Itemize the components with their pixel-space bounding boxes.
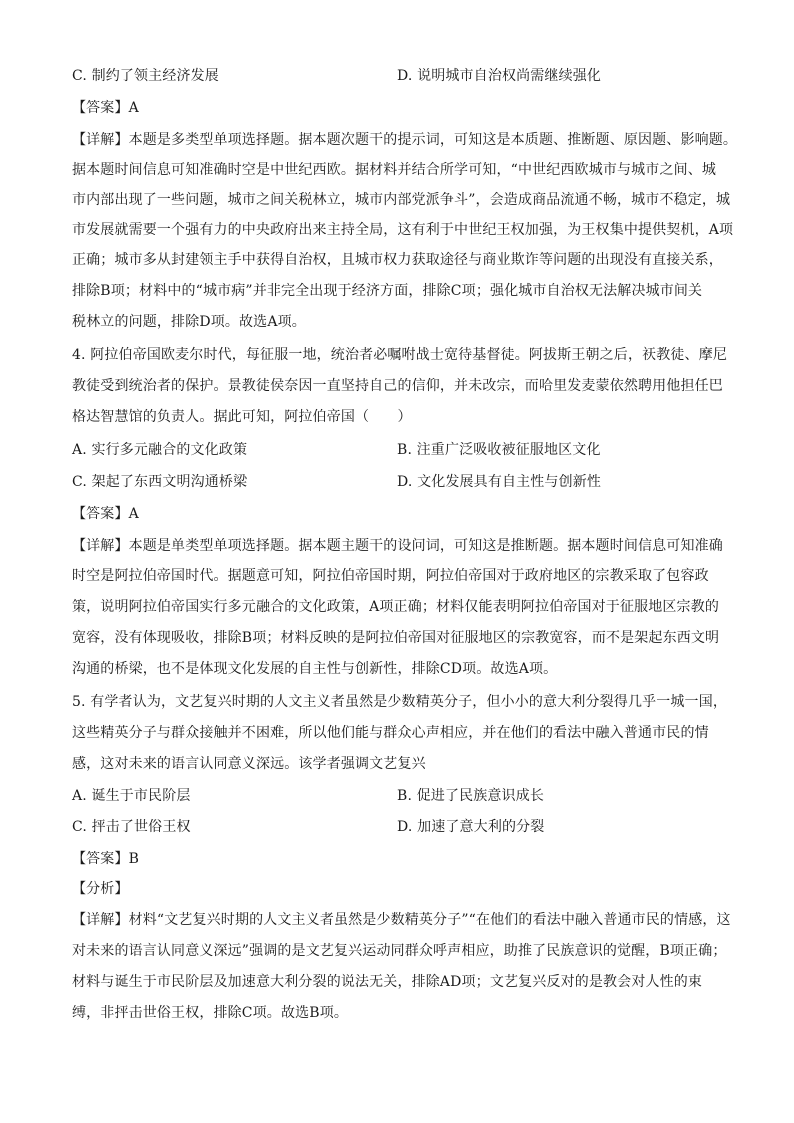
q5-answer: 【答案】B (72, 851, 140, 867)
q4-option-d: D. 文化发展具有自主性与创新性 (397, 474, 602, 490)
q3-option-d: D. 说明城市自治权尚需继续强化 (397, 68, 602, 84)
q4-detail-line: 【详解】本题是单类型单项选择题。据本题主题干的设问词，可知这是推断题。据本题时间信息可知准确 (72, 538, 723, 554)
q5-analysis: 【分析】 (72, 881, 129, 897)
q3-detail-line: 税林立的问题，排除D项。故选A项。 (72, 314, 306, 330)
q5-detail-line: 缚，非抨击世俗王权，排除C项。故选B项。 (72, 1005, 348, 1021)
q4-stem-line: 教徒受到统治者的保护。景教徒侯奈因一直坚持自己的信仰，并未改宗，而哈里发麦蒙依然聘用他担任巴 (72, 378, 723, 394)
q5-detail-line: 材料与诞生于市民阶层及加速意大利分裂的说法无关，排除AD项；文艺复兴反对的是教会对人性的束 (72, 974, 703, 990)
q5-option-c: C. 抨击了世俗王权 (72, 819, 191, 835)
q5-stem-line: 这些精英分子与群众接触并不困难，所以他们能与群众心声相应，并在他们的看法中融入普通市民的情 (72, 725, 709, 741)
q3-detail-line: 正确；城市多从封建领主手中获得自治权，且城市权力获取途径与商业欺诈等问题的出现没有直接关系， (72, 252, 723, 268)
q3-detail-line: 排除B项；材料中的“城市病”并非完全出现于经济方面，排除C项；强化城市自治权无法解决城市间关 (72, 283, 703, 299)
q4-detail-line: 宽容，没有体现吸收，排除B项；材料反映的是阿拉伯帝国对征服地区的宗教宽容，而不是架起东西文明 (72, 630, 720, 646)
q4-detail-line: 策，说明阿拉伯帝国实行多元融合的文化政策，A项正确；材料仅能表明阿拉伯帝国对于征服地区宗教的 (72, 599, 720, 615)
q3-detail-line: 市内部出现了一些问题，城市之间关税林立，城市内部党派争斗”，会造成商品流通不畅，城市不稳定，城 (72, 192, 731, 208)
q3-detail-line: 据本题时间信息可知准确时空是中世纪西欧。据材料并结合所学可知，“中世纪西欧城市与城市之间、城 (72, 162, 717, 178)
q5-option-a: A. 诞生于市民阶层 (72, 788, 191, 804)
q5-option-d: D. 加速了意大利的分裂 (397, 819, 545, 835)
q5-stem-line: 感，这对未来的语言认同意义深远。该学者强调文艺复兴 (72, 756, 426, 772)
q3-answer: 【答案】A (72, 100, 139, 116)
q4-detail-line: 沟通的桥梁，也不是体现文化发展的自主性与创新性，排除CD项。故选A项。 (72, 661, 558, 677)
q4-option-b: B. 注重广泛吸收被征服地区文化 (397, 442, 601, 458)
q3-option-c: C. 制约了领主经济发展 (72, 68, 219, 84)
q5-option-b: B. 促进了民族意识成长 (397, 788, 544, 804)
q3-detail-line: 【详解】本题是多类型单项选择题。据本题次题干的提示词，可知这是本质题、推断题、原因题、影响题。 (72, 132, 738, 148)
q5-stem-line: 5. 有学者认为，文艺复兴时期的人文主义者虽然是少数精英分子，但小小的意大利分裂得几乎一城一国， (72, 694, 728, 710)
q4-answer: 【答案】A (72, 506, 139, 522)
q4-detail-line: 时空是阿拉伯帝国时代。据题意可知，阿拉伯帝国时期，阿拉伯帝国对于政府地区的宗教采取了包容政 (72, 568, 709, 584)
q5-detail-line: 【详解】材料“文艺复兴时期的人文主义者虽然是少数精英分子”“在他们的看法中融入普通市民的情感，这 (72, 912, 731, 928)
q5-detail-line: 对未来的语言认同意义深远”强调的是文艺复兴运动同群众呼声相应，助推了民族意识的觉醒，B项正确； (72, 943, 727, 959)
q4-stem-line: 4. 阿拉伯帝国欧麦尔时代，每征服一地，统治者必嘱咐战士宽待基督徒。阿拔斯王朝之后，祆教徒、摩尼 (72, 347, 728, 363)
q4-option-c: C. 架起了东西文明沟通桥梁 (72, 474, 248, 490)
q4-option-a: A. 实行多元融合的文化政策 (72, 442, 248, 458)
q3-detail-line: 市发展就需要一个强有力的中央政府出来主持全局，这有利于中世纪王权加强，为王权集中提供契机，A项 (72, 222, 734, 238)
q4-stem-line: 格达智慧馆的负责人。据此可知，阿拉伯帝国（ ） (72, 409, 412, 425)
